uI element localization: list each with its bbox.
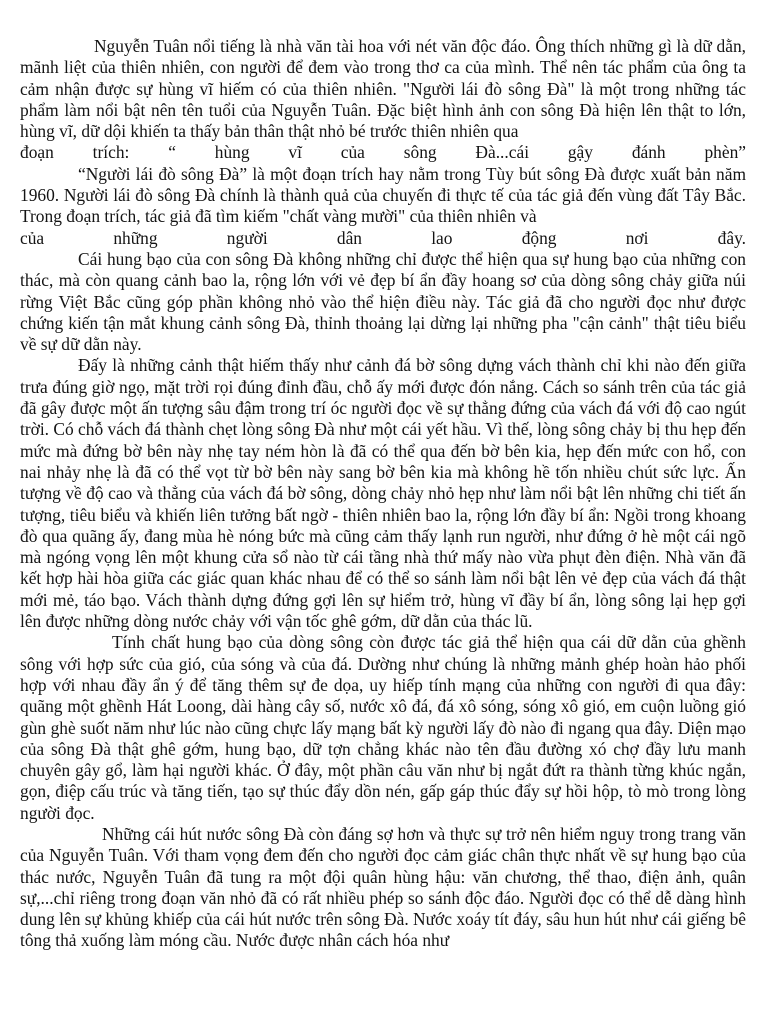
paragraph-rapids-body: Tính chất hung bạo của dòng sông còn được tác giả thể hiện qua cái dữ dằn của ghềnh sông với hợp sức của gió, của sóng và của đá. Dường như chúng là những mảnh ghép hoàn hảo phối hợp với nhau đầy ẩn ý để tăng thêm sự đe dọa, uy hiếp tính mạng của những con người đi qua đây: quãng một ghềnh Hát Loong, dài hàng cây số, nước xô đá, đá xô sóng, sóng xô gió, em cuộn luồng gió gùn ghè suốt năm như lúc nào cũng chực lấy mạng bất kỳ người lấy đò nào đi ngang qua đây. Diện mạo của sông Đà thật ghê gớm, hung bạo, dữ tợn chẳng khác nào tên đầu đường xó chợ đầy lưu manh chuyên gây gổ, làm hại người khác. Ở đây, một phần câu văn như bị ngắt đứt ra thành từng khúc ngắn, gọn, điệp cấu trúc và tăng tiến, tạo sự thúc đẩy dồn nén, gấp gáp thúc đẩy sự hồi hộp, tò mò trong lòng người đọc. bbox=[20, 632, 746, 823]
paragraph-intro-quote-line bbox=[20, 142, 746, 163]
paragraph-intro-body: Nguyễn Tuân nổi tiếng là nhà văn tài hoa với nét văn độc đáo. Ông thích những gì là dữ dằn, mãnh liệt của thiên nhiên, con người để đem vào trong thơ ca của mình. Thể nên tác phẩm của ông ta cảm nhận được sự hùng vĩ hiếm có của thiên nhiên. "Người lái đò sông Đà" là một trong những tác phẩm làm nổi bật nên tên tuổi của Nguyễn Tuân. Đặc biệt hình ảnh con sông Đà hiện lên thật to lớn, hùng vĩ, dữ dội khiến ta thấy bản thân thật nhỏ bé trước thiên nhiên qua bbox=[20, 36, 746, 142]
paragraph-work-info-last-line bbox=[20, 228, 746, 249]
paragraph-whirlpools-body: Những cái hút nước sông Đà còn đáng sợ hơn và thực sự trở nên hiểm nguy trong trang văn của Nguyễn Tuân. Với tham vọng đem đến cho người đọc cảm giác chân thực nhất về sự hung bạo của thác nước, Nguyễn Tuân đã tung ra một đội quân hùng hậu: văn chương, thể thao, điện ảnh, quân sự,...chỉ riêng trong đoạn văn nhỏ đã có rất nhiều phép so sánh độc đáo. Người đọc có thể dễ dàng hình dung lên sự khủng khiếp của cái hút nước trên sông Đà. Nước xoáy tít đáy, sâu hun hút như cái giếng bê tông thả xuống làm móng cầu. Nước được nhân cách hóa như bbox=[20, 823, 746, 951]
paragraph-whirlpools bbox=[20, 824, 746, 952]
paragraph-work-info-tail: của những người dân lao động nơi đây. bbox=[20, 227, 746, 248]
paragraph-intro bbox=[20, 36, 746, 142]
paragraph-intro-quote: đoạn trích: “ hùng vĩ của sông Đà...cái gậy đánh phèn” bbox=[20, 142, 746, 163]
paragraph-landscape-body: Cái hung bạo của con sông Đà không những chỉ được thể hiện qua sự hung bạo của những con thác, mà còn quang cảnh bao la, rộng lớn với vẻ đẹp bí ẩn đầy hoang sơ của dòng sông chảy giữa núi rừng Việt Bắc cũng góp phần không nhỏ vào thể hiện điều này. Tác giả đã cho người đọc như được chứng kiến tận mắt khung cảnh sông Đà, thỉnh thoảng lại dừng lại những pha "cận cảnh" thật tiêu biểu về sự dữ dằn này. bbox=[20, 248, 746, 355]
paragraph-landscape bbox=[20, 249, 746, 355]
paragraph-cliffs bbox=[20, 355, 746, 632]
paragraph-rapids bbox=[20, 632, 746, 824]
paragraph-cliffs-body: Đấy là những cảnh thật hiếm thấy như cảnh đá bờ sông dựng vách thành chỉ khi nào đến giữa trưa đúng giờ ngọ, mặt trời rọi đúng đỉnh đầu, chỗ ấy mới được đón nắng. Cách so sánh trên của tác giả đã gây được một ấn tượng sâu đậm trong trí óc người đọc về sự thẳng đứng của vách đá với độ cao ngút trời. Có chỗ vách đá thành chẹt lòng sông Đà như một cái yết hầu. Vì thế, lòng sông chảy bị thu hẹp đến mức mà đứng bờ bên này nhẹ tay ném hòn là đã có thể qua đến bờ bên kia, hẹp đến mức con hổ, con nai nhảy nhẹ là đã có thể vọt từ bờ bên này sang bờ bên kia mà không hề tốn nhiều chút sức lực. Ấn tượng về độ cao và thẳng của vách đá bờ sông, dòng chảy nhỏ hẹp như làm nổi bật lên những chi tiết ấn tượng, tiêu biểu và khiến liên tưởng bất ngờ - thiên nhiên bao la, rộng lớn đầy bí ẩn: Ngồi trong khoang đò qua quãng ấy, đang mùa hè nóng bức mà cũng cảm thấy lạnh run người, như đứng ở hè một cái ngõ mà ngóng vọng lên một khung cửa sổ nào từ cái tầng nhà thứ mấy nào vừa phụt đèn điện. Nhà văn đã kết hợp hài hòa giữa các giác quan khác nhau để có thể so sánh làm nổi bật lên vẻ đẹp của vách đá thật mới mẻ, táo bạo. Vách thành dựng đứng gợi lên sự hiểm trở, hùng vĩ đầy bí ẩn, lòng sông lại hẹp gợi lên được những dòng nước chảy với vận tốc ghê gớm, dữ dằn của thác lũ. bbox=[20, 355, 746, 632]
paragraph-work-info bbox=[20, 164, 746, 228]
paragraph-work-info-body: “Người lái đò sông Đà” là một đoạn trích hay nằm trong Tùy bút sông Đà được xuất bản năm 1960. Người lái đò sông Đà chính là thành quả của chuyến đi thực tế của tác giả đến vùng đất Tây Bắc. Trong đoạn trích, tác giả đã tìm kiếm "chất vàng mười" của thiên nhiên và bbox=[20, 163, 746, 227]
